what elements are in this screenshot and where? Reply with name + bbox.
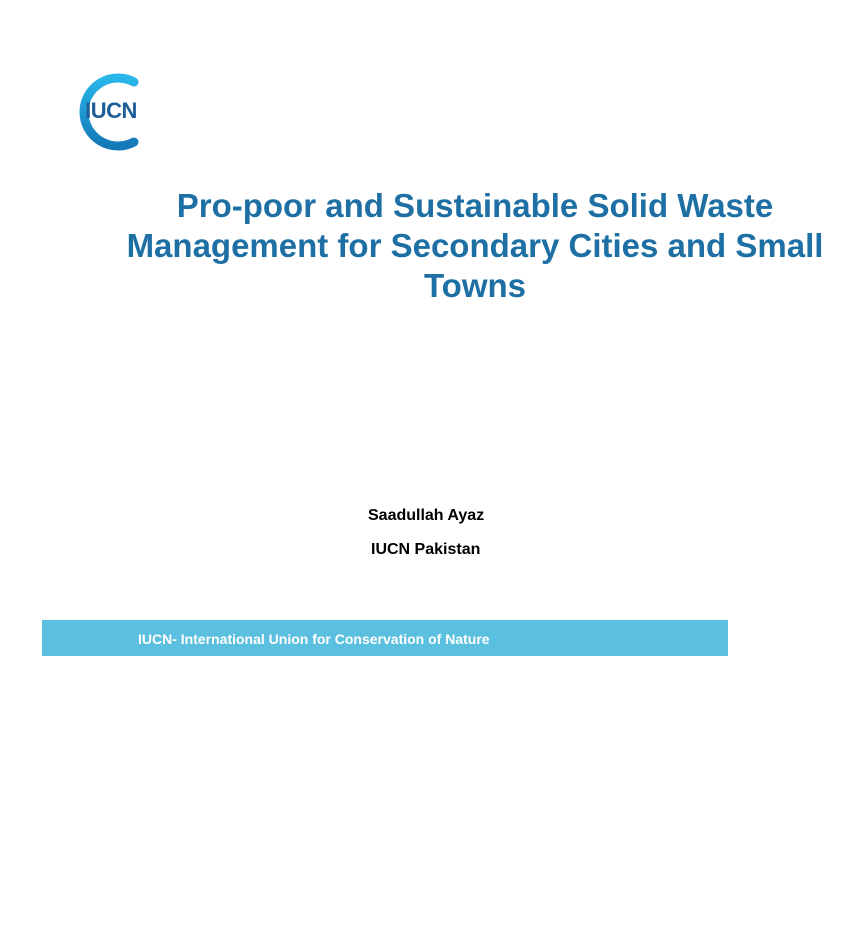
title-line: Towns (423, 267, 527, 304)
footer-band (42, 620, 728, 656)
iucn-logo (76, 72, 156, 152)
page-title (100, 186, 850, 306)
title-line: Pro-poor and Sustainable Solid Waste (176, 187, 774, 224)
presenter-name: Saadullah Ayaz (368, 507, 485, 524)
title-line: Management for Secondary Cities and Small (126, 227, 824, 264)
footer-text: IUCN- International Union for Conservation of Nature (138, 631, 490, 647)
presenter-organisation: IUCN Pakistan (371, 541, 481, 558)
logo-text: IUCN (85, 98, 137, 123)
